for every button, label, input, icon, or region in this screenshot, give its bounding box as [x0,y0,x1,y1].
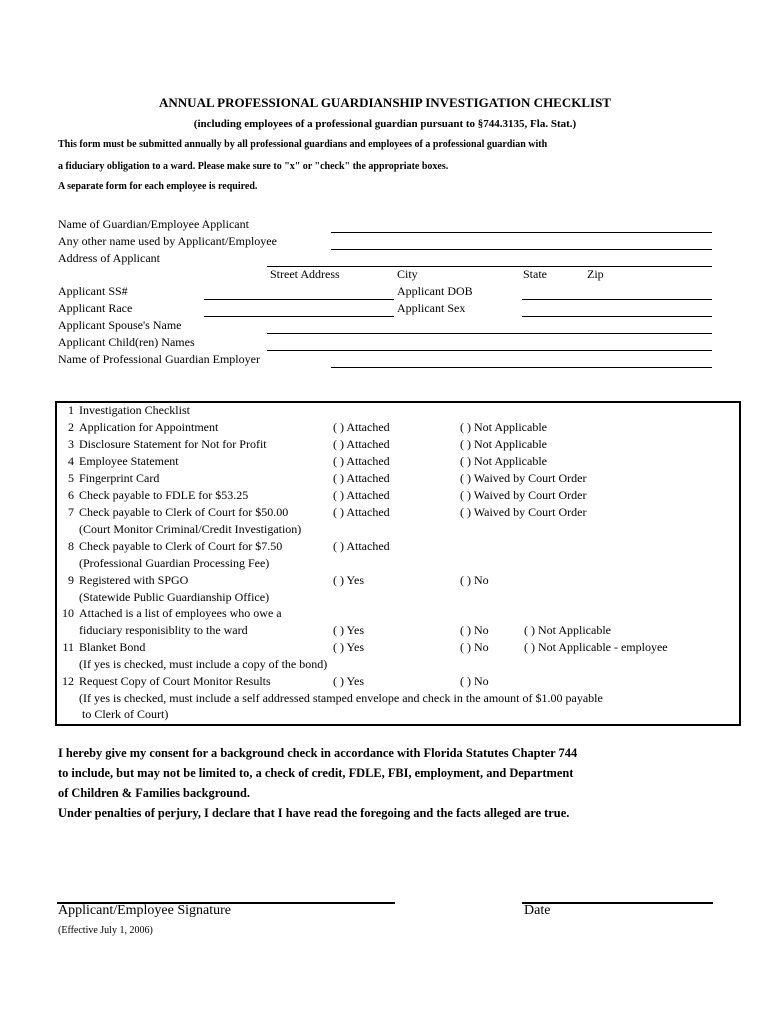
no-checkbox[interactable]: ( ) No [460,573,489,587]
state-sublabel: State [523,267,547,281]
spouse-field[interactable] [267,333,712,334]
no-checkbox[interactable]: ( ) No [460,674,489,688]
item-number: 6 [68,488,74,502]
children-label: Applicant Child(ren) Names [58,335,195,349]
yes-checkbox[interactable]: ( ) Yes [333,674,365,688]
item-number: 8 [68,539,74,553]
item-number: 2 [68,420,74,434]
item-label: Investigation Checklist [79,403,190,417]
street-address-sublabel: Street Address [270,267,340,281]
date-label: Date [524,903,551,918]
not-applicable-checkbox[interactable]: ( ) Not Applicable [524,623,611,637]
item-label: Registered with SPGO [79,573,189,587]
other-name-label: Any other name used by Applicant/Employee [58,234,277,248]
sex-label: Applicant Sex [397,301,466,315]
children-field[interactable] [267,350,712,351]
item-label: Check payable to FDLE for $53.25 [79,488,249,502]
name-label: Name of Guardian/Employee Applicant [58,217,249,231]
zip-sublabel: Zip [587,267,604,281]
item-note: (Court Monitor Criminal/Credit Investigation) [79,522,302,536]
instruction-line-2: a fiduciary obligation to a ward. Please make sure to "x" or "check" the appropriate boxes. [58,161,449,172]
item-label: Request Copy of Court Monitor Results [79,674,271,688]
consent-line-1: I hereby give my consent for a background check in accordance with Florida Statutes Chapter 744 [58,746,578,760]
not-applicable-checkbox[interactable]: ( ) Not Applicable [460,454,547,468]
item-note: (Statewide Public Guardianship Office) [79,590,270,604]
item-number: 5 [68,471,74,485]
consent-line-4: Under penalties of perjury, I declare that I have read the foregoing and the facts alleged are true. [58,806,570,820]
sex-field[interactable] [522,316,712,317]
attached-checkbox[interactable]: ( ) Attached [333,505,390,519]
other-name-field[interactable] [331,249,712,250]
form-title: ANNUAL PROFESSIONAL GUARDIANSHIP INVESTIGATION CHECKLIST [159,95,611,110]
not-applicable-checkbox[interactable]: ( ) Not Applicable [460,420,547,434]
item-label: Blanket Bond [79,640,146,654]
item-note: (If yes is checked, must include a copy of the bond) [79,657,328,671]
address-label: Address of Applicant [58,251,160,265]
item-note: (Professional Guardian Processing Fee) [79,556,270,570]
item-label: Attached is a list of employees who owe a [79,606,282,620]
waived-checkbox[interactable]: ( ) Waived by Court Order [460,471,587,485]
item-number: 10 [62,606,74,620]
yes-checkbox[interactable]: ( ) Yes [333,573,365,587]
item-label: fiduciary responisiblity to the ward [79,623,248,637]
item-label: Check payable to Clerk of Court for $50.00 [79,505,289,519]
item-number: 4 [68,454,74,468]
dob-label: Applicant DOB [397,284,473,298]
item-number: 1 [68,403,74,417]
attached-checkbox[interactable]: ( ) Attached [333,437,390,451]
no-checkbox[interactable]: ( ) No [460,623,489,637]
form-subtitle: (including employees of a professional guardian pursuant to §744.3135, Fla. Stat.) [193,118,577,130]
consent-line-3: of Children & Families background. [58,786,250,800]
item-number: 12 [62,674,74,688]
attached-checkbox[interactable]: ( ) Attached [333,471,390,485]
attached-checkbox[interactable]: ( ) Attached [333,420,390,434]
item-label: Employee Statement [79,454,179,468]
name-field[interactable] [331,232,712,233]
dob-field[interactable] [522,299,712,300]
signature-label: Applicant/Employee Signature [58,903,232,918]
attached-checkbox[interactable]: ( ) Attached [333,488,390,502]
item-note: to Clerk of Court) [82,707,169,721]
waived-checkbox[interactable]: ( ) Waived by Court Order [460,488,587,502]
race-field[interactable] [204,316,394,317]
item-number: 11 [62,640,74,654]
item-number: 7 [68,505,74,519]
ssn-label: Applicant SS# [58,284,128,298]
item-label: Application for Appointment [79,420,219,434]
ssn-field[interactable] [204,299,394,300]
effective-date: (Effective July 1, 2006) [58,925,153,936]
item-label: Disclosure Statement for Not for Profit [79,437,267,451]
employer-field[interactable] [331,367,712,368]
item-note: (If yes is checked, must include a self addressed stamped envelope and check in the amount of $1.00 payable [79,691,603,705]
item-number: 9 [68,573,74,587]
item-label: Check payable to Clerk of Court for $7.50 [79,539,283,553]
attached-checkbox[interactable]: ( ) Attached [333,539,390,553]
not-applicable-employee-checkbox[interactable]: ( ) Not Applicable - employee [524,640,668,654]
yes-checkbox[interactable]: ( ) Yes [333,640,365,654]
waived-checkbox[interactable]: ( ) Waived by Court Order [460,505,587,519]
city-sublabel: City [397,267,418,281]
item-number: 3 [68,437,74,451]
instruction-line-3: A separate form for each employee is required. [58,181,258,192]
no-checkbox[interactable]: ( ) No [460,640,489,654]
race-label: Applicant Race [58,301,133,315]
instruction-line-1: This form must be submitted annually by all professional guardians and employees of a professional guardian with [58,139,548,150]
spouse-label: Applicant Spouse's Name [58,318,182,332]
consent-line-2: to include, but may not be limited to, a check of credit, FDLE, FBI, employment, and Department [58,766,574,780]
not-applicable-checkbox[interactable]: ( ) Not Applicable [460,437,547,451]
date-field[interactable] [522,902,713,904]
attached-checkbox[interactable]: ( ) Attached [333,454,390,468]
employer-label: Name of Professional Guardian Employer [58,352,260,366]
item-label: Fingerprint Card [79,471,160,485]
yes-checkbox[interactable]: ( ) Yes [333,623,365,637]
